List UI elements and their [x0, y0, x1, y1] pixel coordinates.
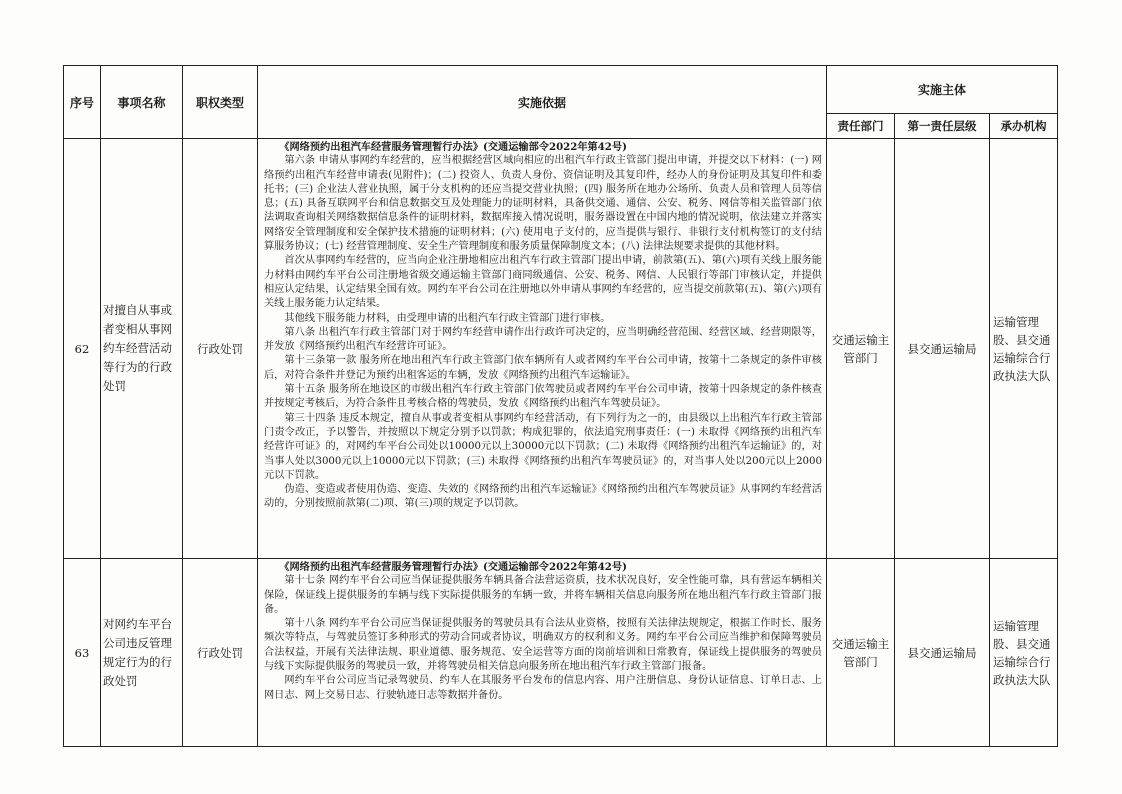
law-title: 《网络预约出租汽车经营服务管理暂行办法》(交通运输部令2022年第42号) [279, 141, 627, 153]
table-row [64, 559, 1058, 747]
law-title: 《网络预约出租汽车经营服务管理暂行办法》(交通运输部令2022年第42号) [279, 561, 627, 573]
row-seq: 63 [64, 559, 101, 747]
header-type: 职权类型 [183, 66, 258, 139]
basis-paragraph: 第十五条 服务所在地设区的市级出租汽车行政主管部门依驾驶员或者网约车平台公司申请，按第十四条规定的条件核查并按规定考核后，为符合条件且考核合格的驾驶员，发放《网络预约出租汽车驾驶员证》。 [264, 384, 822, 410]
row-item-name: 对擅自从事或者变相从事网约车经营活动等行为的行政处罚 [101, 139, 183, 559]
header-seq: 序号 [64, 66, 101, 139]
row-level: 县交通运输局 [895, 559, 990, 747]
basis-paragraph: 第三十四条 违反本规定，擅自从事或者变相从事网约车经营活动，有下列行为之一的，由县级以上出租汽车行政主管部门责令改正，予以警告，并按照以下规定分别予以罚款；构成犯罪的，依法追究刑事责任：(一) 未取得《网络预约出租汽车经营许可证》的，对网约车平台公司处以10000元以上30000元以下罚款；(二) 未取得《网络预约出租汽车运输证》的，对当事人处以3000元以上10000元以下罚款；(三) 未取得《网络预约出租汽车驾驶员证》的，对当事人处以200元以上2000元以下罚款。 [264, 412, 822, 481]
row-basis [258, 139, 827, 559]
basis-paragraph: 网约车平台公司应当记录驾驶员、约车人在其服务平台发布的信息内容、用户注册信息、身份认证信息、订单日志、上网日志、网上交易日志、行驶轨迹日志等数据并备份。 [264, 675, 822, 701]
basis-paragraph: 第十三条第一款 服务所在地出租汽车行政主管部门依车辆所有人或者网约车平台公司申请，按第十二条规定的条件审核后，对符合条件并登记为预约出租客运的车辆，发放《网络预约出租汽车运输证》。 [264, 355, 822, 381]
row-item-name: 对网约车平台公司违反管理规定行为的行政处罚 [101, 559, 183, 747]
basis-paragraph: 第十八条 网约车平台公司应当保证提供服务的驾驶员具有合法从业资格，按照有关法律法规规定，根据工作时长、服务频次等特点，与驾驶员签订多种形式的劳动合同或者协议，明确双方的权利和义务。网约车平台公司应当维护和保障驾驶员合法权益，开展有关法律法规、职业道德、服务规范、安全运营等方面的岗前培训和日常教育，保证线上提供服务的驾驶员与线下实际提供服务的驾驶员一致，并将驾驶员相关信息向服务所在地出租汽车行政主管部门报备。 [264, 618, 822, 673]
row-basis [258, 559, 827, 747]
table-row [64, 139, 1058, 559]
header-basis: 实施依据 [258, 66, 827, 139]
header-subject: 实施主体 [827, 66, 1058, 114]
row-org: 运输管理股、县交通运输综合行政执法大队 [990, 139, 1058, 559]
row-level: 县交通运输局 [895, 139, 990, 559]
row-power-type: 行政处罚 [183, 139, 258, 559]
basis-paragraph: 伪造、变造或者使用伪造、变造、失效的《网络预约出租汽车运输证》《网络预约出租汽车驾驶员证》从事网约车经营活动的，分别按照前款第(二)项、第(三)项的规定予以罚款。 [264, 484, 822, 510]
basis-paragraph: 第八条 出租汽车行政主管部门对于网约车经营申请作出行政许可决定的，应当明确经营范围、经营区域、经营期限等，并发放《网络预约出租汽车经营许可证》。 [264, 326, 822, 353]
row-dept: 交通运输主管部门 [827, 559, 895, 747]
header-org: 承办机构 [990, 114, 1058, 139]
header-level: 第一责任层级 [895, 114, 990, 139]
basis-paragraph: 其他线下服务能力材料，由受理申请的出租汽车行政主管部门进行审核。 [284, 312, 611, 324]
row-dept: 交通运输主管部门 [827, 139, 895, 559]
basis-paragraph: 第六条 申请从事网约车经营的，应当根据经营区域向相应的出租汽车行政主管部门提出申请，并提交以下材料：(一) 网络预约出租汽车经营申请表(见附件)；(二) 投资人、负责人身份、资信证明及其复印件，经办人的身份证明及其复印件和委托书；(三) 企业法人营业执照，属于分支机构的还应当提交营业执照；(四) 服务所在地办公场所、负责人员和管理人员等信息；(五) 具备互联网平台和信息数据交互及处理能力的证明材料，具备供交通、通信、公安、税务、网信等相关监管部门依法调取查询相关网络数据信息条件的证明材料，数据库接入情况说明，服务器设置在中国内地的情况说明，依法建立并落实网络安全管理制度和安全保护技术措施的证明材料；(六) 使用电子支付的，应当提供与银行、非银行支付机构签订的支付结算服务协议；(七) 经营管理制度、安全生产管理制度和服务质量保障制度文本；(八) 法律法规要求提供的其他材料。 [264, 155, 822, 253]
basis-paragraph: 第十七条 网约车平台公司应当保证提供服务车辆具备合法营运资质，技术状况良好，安全性能可靠，具有营运车辆相关保险，保证线上提供服务的车辆与线下实际提供服务的车辆一致，并将车辆相关信息向服务所在地出租汽车行政主管部门报备。 [264, 575, 822, 615]
enforcement-table [63, 65, 1058, 747]
header-dept: 责任部门 [827, 114, 895, 139]
row-org: 运输管理股、县交通运输综合行政执法大队 [990, 559, 1058, 747]
row-power-type: 行政处罚 [183, 559, 258, 747]
header-item: 事项名称 [101, 66, 183, 139]
basis-paragraph: 首次从事网约车经营的，应当向企业注册地相应出租汽车行政主管部门提出申请，前款第(五)、第(六)项有关线上服务能力材料由网约车平台公司注册地省级交通运输主管部门商同级通信、公安、税务、网信、人民银行等部门审核认定，并提供相应认定结果，认定结果全国有效。网约车平台公司在注册地以外申请从事网约车经营的，应当提交前款第(五)、第(六)项有关线上服务能力认定结果。 [264, 255, 822, 310]
row-seq: 62 [64, 139, 101, 559]
